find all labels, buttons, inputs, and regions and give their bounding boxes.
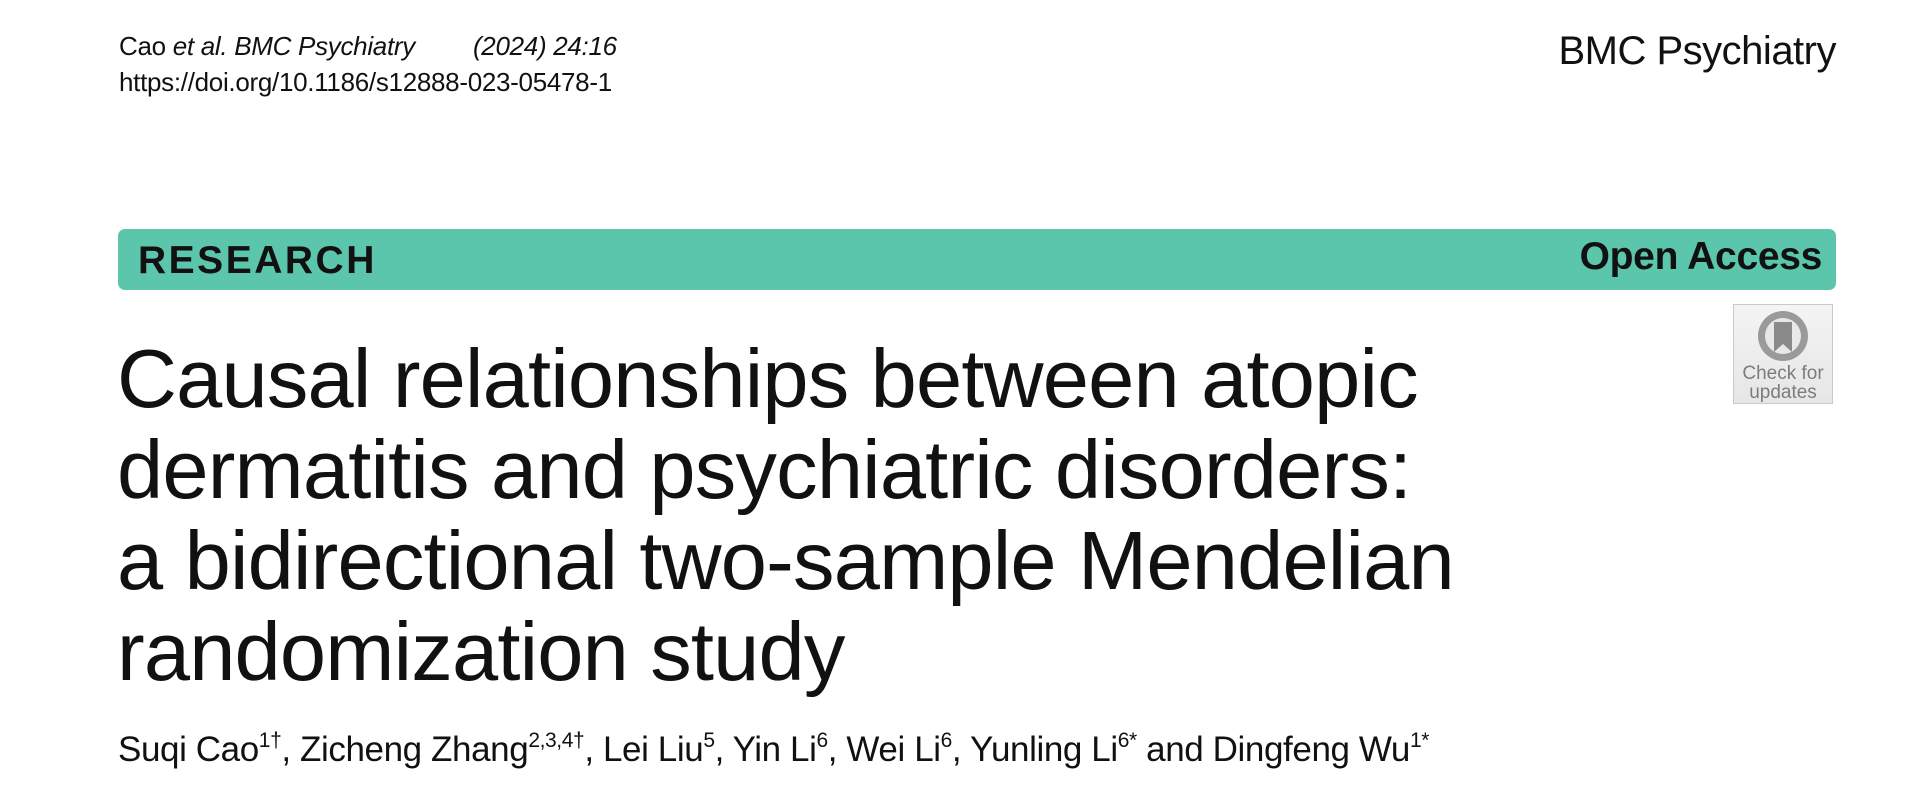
article-type-label: RESEARCH xyxy=(138,239,377,282)
title-line: randomization study xyxy=(117,605,845,698)
author-affiliation: 2,3,4† xyxy=(528,729,585,752)
author-separator: , xyxy=(281,730,301,769)
author-list xyxy=(118,728,1429,772)
author-affiliation: 6* xyxy=(1117,729,1137,752)
author-separator: , xyxy=(714,730,733,769)
citation-journal: et al. BMC Psychiatry xyxy=(172,31,415,61)
author-affiliation: 5 xyxy=(703,729,715,752)
title-line: Causal relationships between atopic xyxy=(117,332,1418,425)
author-name: Wei Li xyxy=(846,730,941,769)
citation-line xyxy=(119,28,617,64)
author-name: Dingfeng Wu xyxy=(1212,730,1410,769)
author-name: Yin Li xyxy=(732,730,817,769)
doi-link[interactable]: https://doi.org/10.1186/s12888-023-05478-1 xyxy=(119,67,612,97)
author-separator: , xyxy=(951,730,970,769)
check-for-label: Check for xyxy=(1742,363,1824,384)
citation-block xyxy=(119,28,617,100)
check-for-updates-button[interactable] xyxy=(1733,304,1833,404)
bookmark-icon xyxy=(1755,308,1811,364)
article-type-banner xyxy=(118,229,1836,290)
title-line: a bidirectional two-sample Mendelian xyxy=(117,514,1454,607)
updates-label: updates xyxy=(1749,382,1817,403)
citation-volume: (2024) 24:16 xyxy=(472,31,617,61)
citation-author: Cao xyxy=(119,31,166,61)
author-affiliation: 6 xyxy=(940,729,952,752)
article-title xyxy=(117,333,1657,697)
open-access-label: Open Access xyxy=(1579,235,1822,278)
author-affiliation: 1† xyxy=(258,729,282,752)
title-line: dermatitis and psychiatric disorders: xyxy=(117,423,1412,516)
author-affiliation: 6 xyxy=(816,729,828,752)
author-affiliation: 1* xyxy=(1409,729,1430,752)
author-separator: , xyxy=(584,730,603,769)
author-name: Lei Liu xyxy=(602,730,704,769)
journal-name: BMC Psychiatry xyxy=(1558,29,1836,73)
author-name: Suqi Cao xyxy=(118,730,259,769)
author-separator: and xyxy=(1136,730,1213,769)
author-separator: , xyxy=(827,730,847,769)
author-name: Yunling Li xyxy=(969,730,1118,769)
author-name: Zicheng Zhang xyxy=(300,730,529,769)
